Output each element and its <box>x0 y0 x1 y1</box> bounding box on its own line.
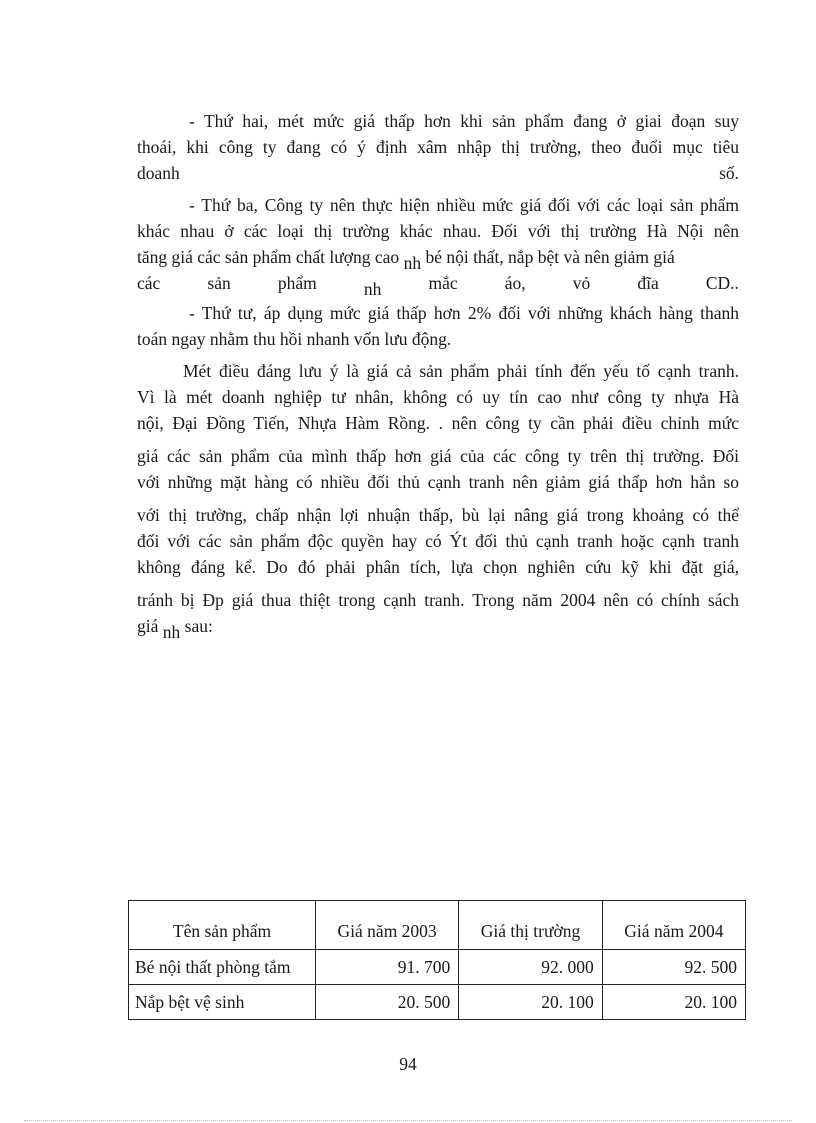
text-line: không đáng kể. Do đó phải phân tích, lựa chọn nghiên cứu kỹ khi đặt giá, <box>137 557 739 577</box>
text-line: Mét điều đáng lưu ý là giá cả sản phẩm phải tính đến yếu tố cạnh tranh. <box>183 361 739 381</box>
text-fragment: nh <box>403 253 422 273</box>
table-cell: 92. 000 <box>459 950 603 985</box>
price-table <box>128 900 746 1020</box>
text-fragment: giá <box>137 616 159 636</box>
text-line <box>137 160 739 186</box>
text-fragment: bé nội thất, nắp bệt và nên giảm giá <box>425 247 675 267</box>
column-header: Giá thị trường <box>459 901 603 950</box>
text-line <box>137 244 739 273</box>
text-line: khác nhau ở các loại thị trường khác nhau. Đối với thị trường Hà Nội nên <box>137 221 739 241</box>
table-cell: 20. 100 <box>459 985 603 1020</box>
text-fragment: số. <box>719 163 739 183</box>
paragraph-thu-hai <box>137 108 739 186</box>
text-fragment: doanh <box>137 163 180 183</box>
page-bottom-divider <box>24 1120 792 1121</box>
text-line: đối với các sản phẩm độc quyền hay có Ýt đối thủ cạnh tranh hoặc cạnh tranh <box>137 531 739 551</box>
text-fragment: mắc <box>428 273 458 293</box>
text-fragment: áo, <box>504 273 526 293</box>
text-fragment: phẩm <box>277 273 317 293</box>
text-fragment: sau: <box>184 616 213 636</box>
text-line: toán ngay nhằm thu hồi nhanh vốn lưu động. <box>137 329 452 349</box>
text-line: với những mặt hàng có nhiều đối thủ cạnh tranh nên giảm giá thấp hơn hẳn so <box>137 472 739 492</box>
text-fragment: vỏ <box>572 273 591 293</box>
table-row <box>129 950 746 985</box>
text-fragment: nh <box>162 622 181 642</box>
table-cell: 91. 700 <box>316 950 459 985</box>
table-cell: 20. 100 <box>602 985 745 1020</box>
text-line: - Thứ ba, Công ty nên thực hiện nhiều mức giá đối với các loại sản phẩm <box>189 195 739 215</box>
text-line <box>137 613 739 642</box>
text-line: - Thứ hai, mét mức giá thấp hơn khi sản phẩm đang ở giai đoạn suy <box>189 111 739 131</box>
text-fragment: tăng giá các sản phẩm chất lượng cao <box>137 247 400 267</box>
text-line: nội, Đại Đồng Tiến, Nhựa Hàm Rồng. . nên công ty cần phải điều chỉnh mức <box>137 413 739 433</box>
text-line: giá các sản phẩm của mình thấp hơn giá của các công ty trên thị trường. Đối <box>137 446 739 466</box>
table-cell: 92. 500 <box>602 950 745 985</box>
text-fragment: đĩa <box>637 273 659 293</box>
text-line: tránh bị Đp giá thua thiệt trong cạnh tranh. Trong năm 2004 nên có chính sách <box>137 590 739 610</box>
column-header: Giá năm 2003 <box>316 901 459 950</box>
text-fragment: sản <box>207 273 231 293</box>
page-number: 94 <box>399 1054 417 1074</box>
table-header-row <box>129 901 746 950</box>
text-line: thoái, khi công ty đang có ý định xâm nhập thị trường, theo đuổi mục tiêu <box>137 137 739 157</box>
table-cell: 20. 500 <box>316 985 459 1020</box>
text-fragment: CD.. <box>705 273 739 293</box>
text-fragment: các <box>137 273 161 293</box>
text-line: - Thứ tư, áp dụng mức giá thấp hơn 2% đối với những khách hàng thanh <box>189 303 739 323</box>
column-header: Giá năm 2004 <box>602 901 745 950</box>
table-cell: Bé nội thất phòng tắm <box>129 950 316 985</box>
text-line: Vì là mét doanh nghiệp tư nhân, không có uy tín cao như công ty nhựa Hà <box>137 387 739 407</box>
column-header: Tên sản phẩm <box>129 901 316 950</box>
paragraph-luu-y <box>137 358 739 642</box>
table-cell: Nắp bệt vệ sinh <box>129 985 316 1020</box>
text-fragment: nh <box>363 279 382 299</box>
text-line <box>137 270 739 299</box>
text-line: với thị trường, chấp nhận lợi nhuận thấp, bù lại nâng giá trong khoảng có thể <box>137 505 739 525</box>
table-row <box>129 985 746 1020</box>
paragraph-thu-tu <box>137 300 739 352</box>
paragraph-thu-ba <box>137 192 739 299</box>
